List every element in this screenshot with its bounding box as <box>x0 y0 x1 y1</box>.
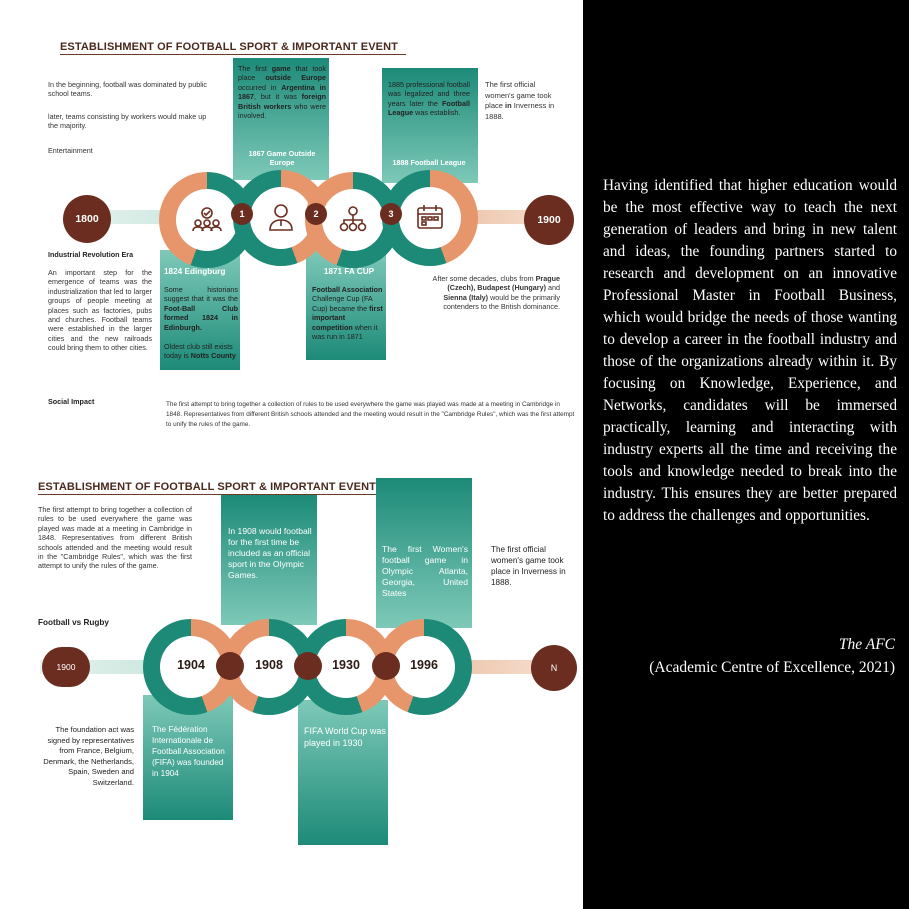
industrial-heading: Industrial Revolution Era <box>48 250 134 259</box>
social-impact: Social Impact <box>48 397 95 406</box>
year-1996: 1996 <box>410 658 438 672</box>
women-olympic-text: The first Women's football game in Olympic Atlanta, Georgia, United States <box>382 544 468 598</box>
band-1930 <box>298 700 388 845</box>
bottom-women-text: The first official women's game took place in Inverness in 1888. <box>491 545 566 587</box>
facup-label: 1871 FA CUP <box>323 267 375 276</box>
fifa-text: The Fédération Internationale de Football Association (FIFA) was founded in 1904 <box>152 725 225 778</box>
start-year-badge-top: 1800 <box>63 195 111 243</box>
bottom-rules-text: The first attempt to bring together a collection of rules to be used everywhere the game was played was made at a meeting in Cambridge in 1848. Representatives from different British schools attended and the meeting would result in the "Cambridge Rules", which was the first attempt to unify the rules of the game. <box>38 505 192 571</box>
football-vs-rugby: Football vs Rugby <box>38 618 109 627</box>
dot-2 <box>294 652 322 680</box>
top-rules-text: The first attempt to bring together a collection of rules to be used everywhere the game was played was made at a meeting in Cambridge in 1848. Representatives from different British schools attended and the meeting would result in the "Cambridge Rules", which was the first attempt to unify the rules of the game. <box>166 401 575 428</box>
year-1930: 1930 <box>332 658 360 672</box>
edinburg-text: Some historians suggest that it was the Foot-Ball Club formed 1824 in Edinburgh. <box>164 285 238 332</box>
marker-2: 2 <box>305 203 327 225</box>
pro-football-text: 1885 professional football was legalized and three years later the Football League was establish. <box>388 80 470 118</box>
top-women-text: The first official women's game took place in Inverness in 1888. <box>485 80 555 121</box>
hierarchy-icon <box>332 200 374 238</box>
quote-author: The AFC <box>838 636 895 653</box>
edinburg-label: 1824 Edingburg <box>164 267 226 276</box>
pro-football-label: 1888 Football League <box>392 158 466 167</box>
end-badge-bottom: N <box>531 645 577 691</box>
top-title-underline <box>60 54 406 55</box>
top-intro-1: In the beginning, football was dominated by public school teams. <box>48 80 208 99</box>
first-game-text: The first game that took place outside Europe occurred in Argentina in 1867, but it was foreign British workers who were involved. <box>238 64 326 121</box>
bottom-title: ESTABLISHMENT OF FOOTBALL SPORT & IMPORTANT EVENT <box>38 481 376 493</box>
facup-text: Football Association Challenge Cup (FA Cup) became the first important competition when it was run in 1871 <box>312 285 383 342</box>
top-intro-2: later, teams consisting by workers would make up the majority. <box>48 112 207 131</box>
quote-panel <box>583 0 909 909</box>
calendar-icon <box>409 198 451 236</box>
first-game-label: 1867 Game Outside Europe <box>248 149 316 168</box>
top-intro-3: Entertainment <box>48 146 93 155</box>
foundation-text: The foundation act was signed by representatives from France, Belgium, Denmark, the Netherlands, Spain, Sweden and Switzerland. <box>43 725 134 787</box>
start-year-badge-bottom: 1900 <box>42 647 90 687</box>
olympic-1908-text: In 1908 would football for the first time be included as an official sport in the Olympic Games. <box>228 526 312 580</box>
year-1904: 1904 <box>177 658 205 672</box>
edinburg-text-2: Oldest club still exists today is Notts County <box>164 342 236 361</box>
end-year-badge-top: 1900 <box>524 195 574 245</box>
marker-3: 3 <box>380 203 402 225</box>
quote-text: Having identified that higher education would be the most effective way to teach the next generation of leaders and bring in new talent and ideas, the founding partners started to research and development on an innovative Professional Master in Football Business, which would bridge the needs of those wanting to develop a career in the football industry and those of the organizations already within it. By focusing on Knowledge, Experience, and Networks, candidates will be immersed practically, learning and interacting with industry experts all the time and receiving the tools and knowledge needed to break into the industry. This ensures they are better prepared to address the challenges and opportunities. <box>603 177 897 524</box>
dot-1 <box>216 652 244 680</box>
dot-3 <box>372 652 400 680</box>
quote-source: (Academic Centre of Excellence, 2021) <box>649 659 895 676</box>
person-icon <box>260 198 302 236</box>
year-1908: 1908 <box>255 658 283 672</box>
industrial-text: An important step for the emergence of teams was the industrialization that led to larger groups of people meeting at places such as factories, pubs and churches. Football teams were established in the larger cities and the new railroads could bring them to other cities. <box>48 268 152 353</box>
team-icon <box>186 200 228 238</box>
top-title: ESTABLISHMENT OF FOOTBALL SPORT & IMPORTANT EVENT <box>60 41 398 53</box>
marker-1: 1 <box>231 203 253 225</box>
worldcup-text: FIFA World Cup was played in 1930 <box>304 726 386 748</box>
clubs-text: After some decades, clubs from Prague (Czech), Budapest (Hungary) and Sienna (Italy) would be the primarily contenders to the British dominance. <box>432 274 560 312</box>
